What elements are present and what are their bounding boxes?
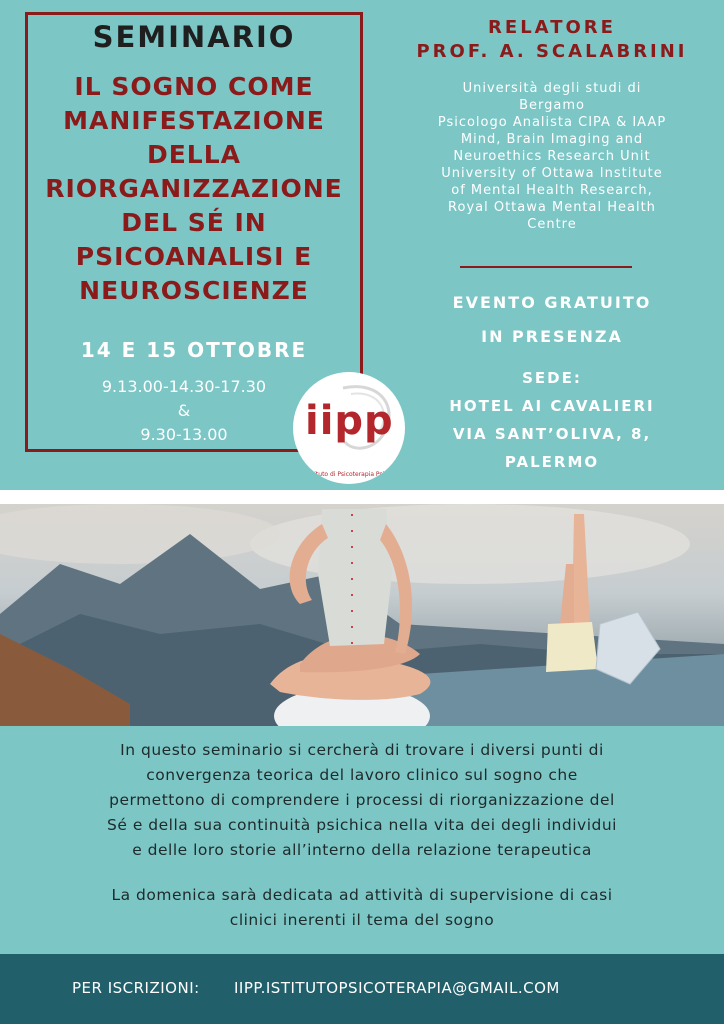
title-line: RIORGANIZZAZIONE <box>45 174 343 203</box>
seminar-label: SEMINARIO <box>92 20 296 54</box>
venue-address: VIA SANT’OLIVA, 8, <box>452 425 652 443</box>
seminar-dates: 14 E 15 OTTOBRE <box>80 338 308 362</box>
affiliation-line: University of Ottawa Institute <box>441 166 663 181</box>
venue-info <box>396 364 708 476</box>
title-line: DELLA <box>146 140 242 169</box>
logo-text: iipp <box>305 398 394 444</box>
desc-line: Sé e della sua continuità psichica nella vita dei degli individui <box>107 816 617 834</box>
affiliation-line: Bergamo <box>519 98 585 113</box>
affiliation-line: Mind, Brain Imaging and <box>460 132 644 147</box>
title-line: DEL SÉ IN <box>121 208 267 237</box>
desc-line: La domenica sarà dedicata ad attività di supervisione di casi <box>111 886 613 904</box>
affiliation-line: of Mental Health Research, <box>451 183 653 198</box>
description-paragraph-1 <box>0 738 724 863</box>
venue-city: PALERMO <box>504 453 600 471</box>
description <box>0 738 724 933</box>
desc-line: In questo seminario si cercherà di trovare i diversi punti di <box>120 741 604 759</box>
seminar-title <box>25 70 363 308</box>
affiliation-line: Royal Ottawa Mental Health <box>448 200 656 215</box>
title-line: IL SOGNO COME <box>74 72 314 101</box>
event-line-1: EVENTO GRATUITO <box>452 293 652 312</box>
desc-line: permettono di comprendere i processi di riorganizzazione del <box>109 791 615 809</box>
title-line: NEUROSCIENZE <box>79 276 309 305</box>
separator-band <box>0 490 724 504</box>
venue-name: HOTEL AI CAVALIERI <box>449 397 655 415</box>
event-info <box>396 286 708 354</box>
time-line: 9.13.00-14.30-17.30 <box>101 377 267 396</box>
time-line: 9.30-13.00 <box>140 425 228 444</box>
registration-email-link[interactable]: IIPP.ISTITUTOPSICOTERAPIA@GMAIL.COM <box>234 979 560 997</box>
time-line: & <box>177 401 191 420</box>
affiliation-line: Centre <box>527 217 577 232</box>
speaker-role: RELATORE <box>488 17 616 38</box>
logo-caption: Istituto di Psicoterapia Psi... <box>307 471 390 478</box>
event-line-2: IN PRESENZA <box>481 327 623 346</box>
collage-illustration <box>0 504 724 726</box>
affiliation-line: Università degli studi di <box>462 81 642 96</box>
footer <box>0 954 724 1024</box>
description-paragraph-2 <box>0 883 724 933</box>
affiliation-line: Neuroethics Research Unit <box>453 149 651 164</box>
title-line: PSICOANALISI E <box>75 242 313 271</box>
desc-line: e delle loro storie all’interno della relazione terapeutica <box>132 841 592 859</box>
divider <box>460 266 632 268</box>
affiliation-line: Psicologo Analista CIPA & IAAP <box>437 115 667 130</box>
speaker-affiliation <box>396 80 708 233</box>
desc-line: convergenza teorica del lavoro clinico sul sogno che <box>146 766 578 784</box>
registration-label: PER ISCRIZIONI: <box>72 979 200 997</box>
speaker-name: PROF. A. SCALABRINI <box>416 41 688 62</box>
venue-label: SEDE: <box>522 369 582 387</box>
collage-image <box>0 504 724 726</box>
desc-line: clinici inerenti il tema del sogno <box>229 911 495 929</box>
iipp-logo <box>293 372 405 484</box>
title-line: MANIFESTAZIONE <box>63 106 325 135</box>
speaker-block <box>396 16 708 64</box>
